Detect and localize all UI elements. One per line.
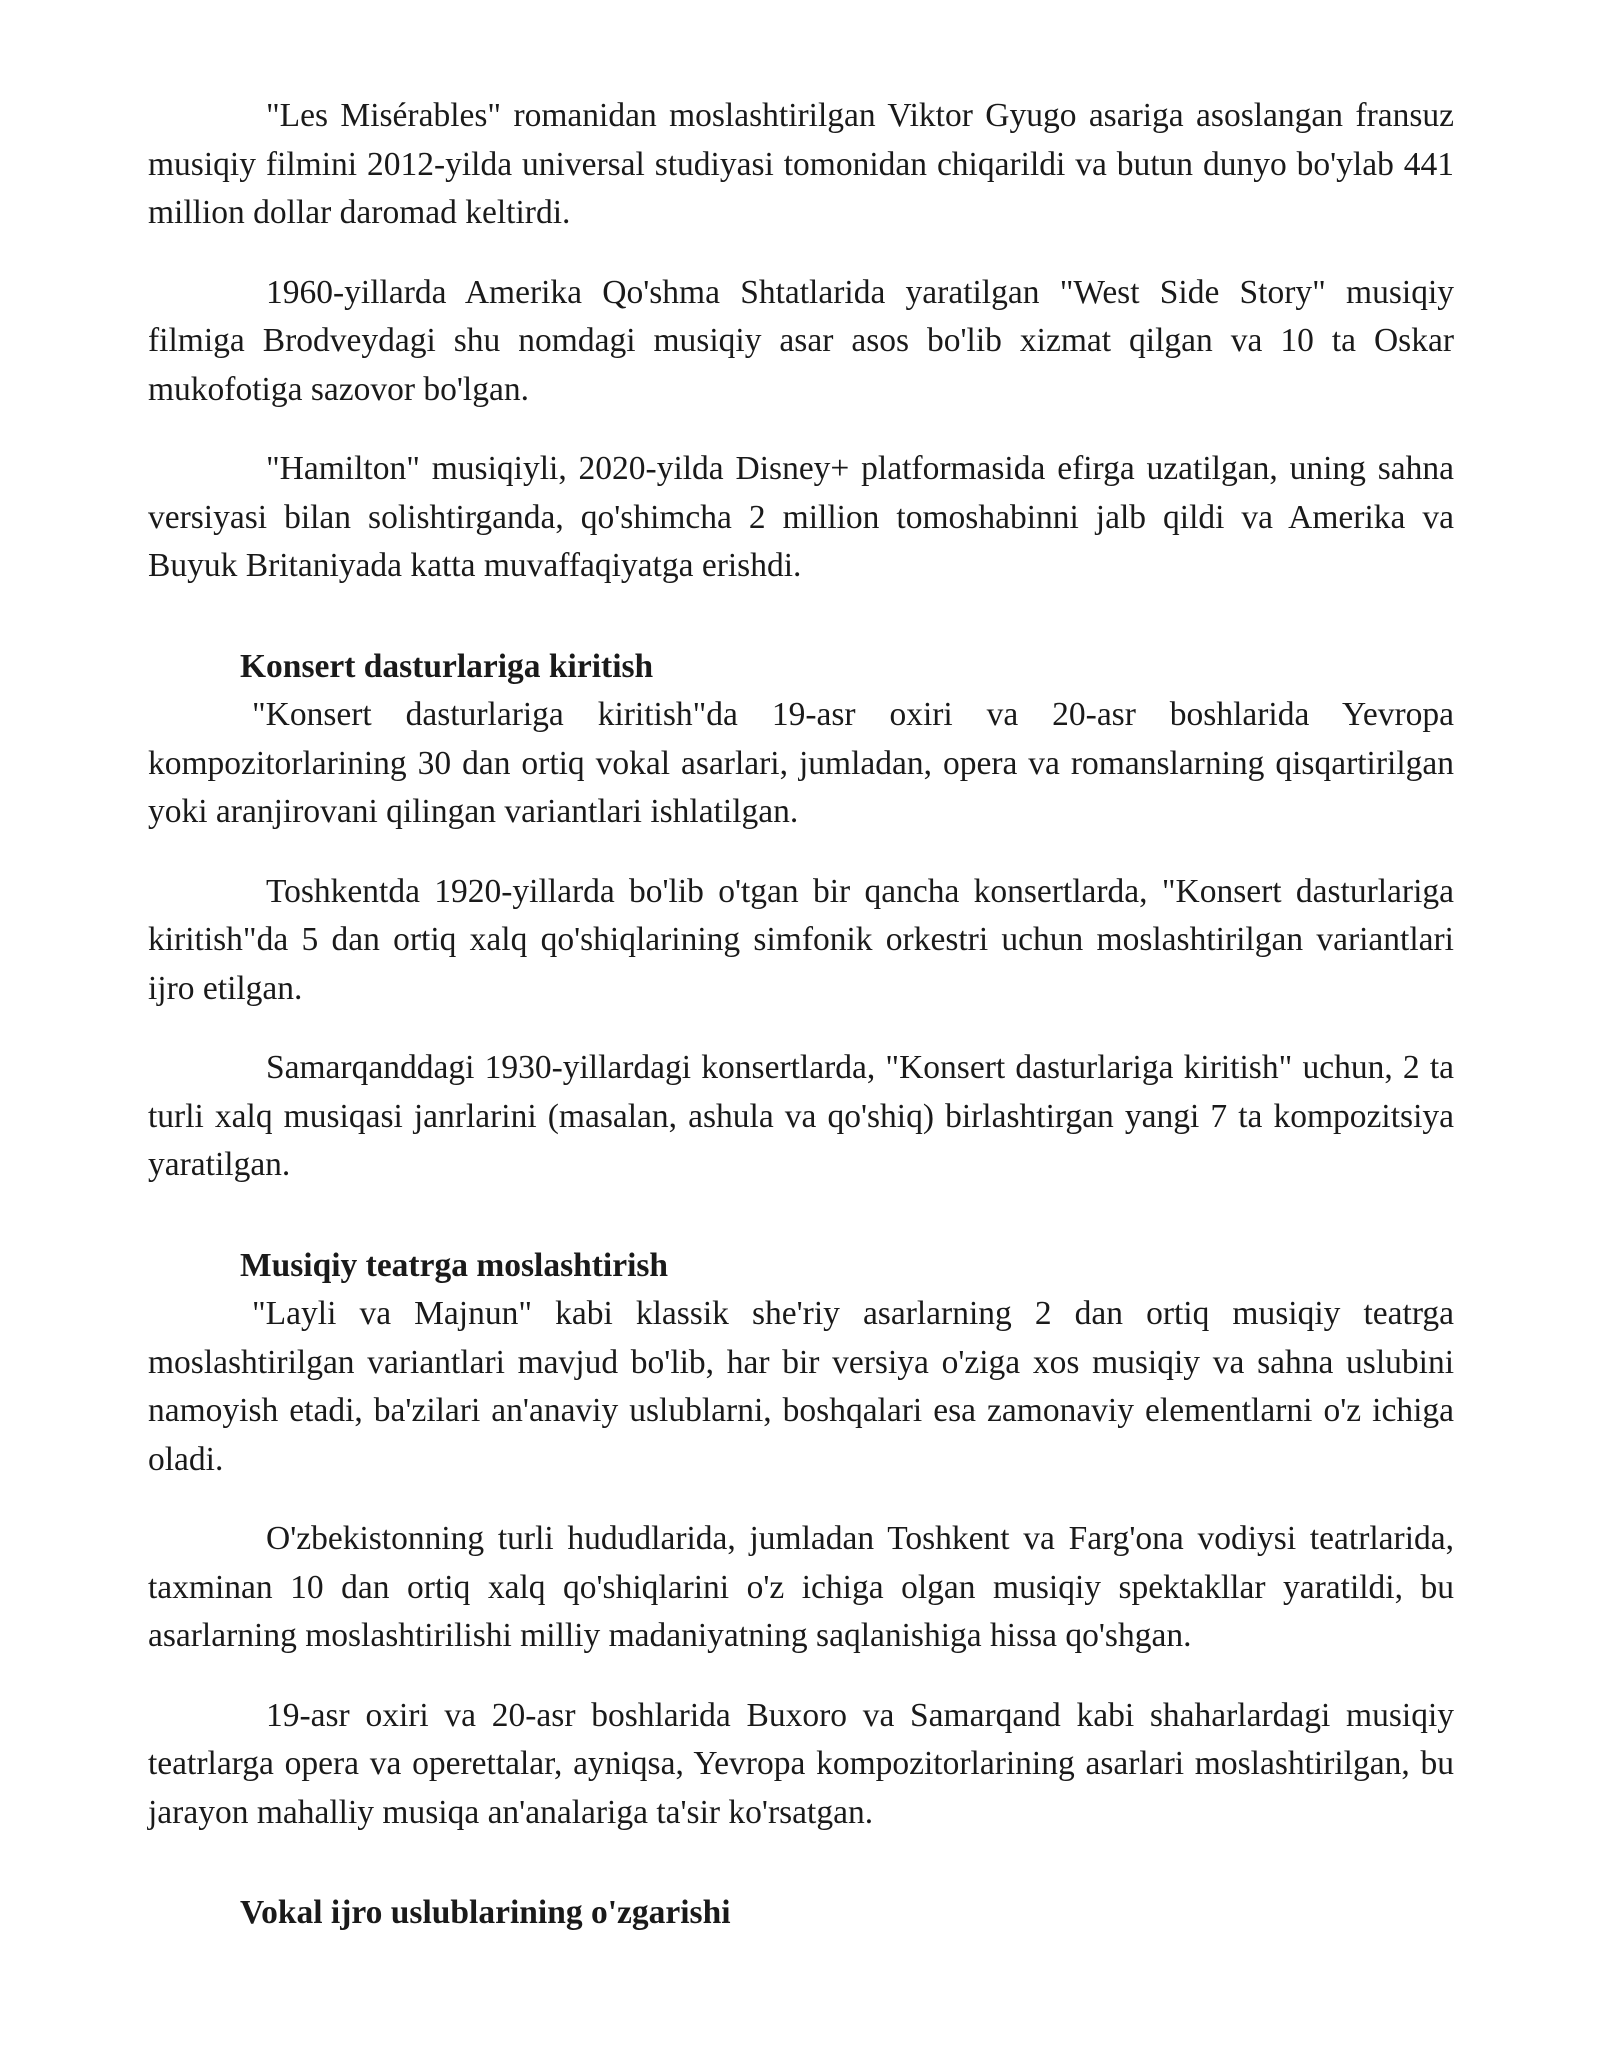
paragraph-west-side-story: 1960-yillarda Amerika Qo'shma Shtatlarida yaratilgan "West Side Story" musiqiy filmiga Brodveydagi shu nomdagi musiqiy asar asos bo'lib xizmat qilgan va 10 ta Oskar mukofotiga sazovor bo'lgan.: [148, 273, 1454, 408]
paragraph-teatr-1: "Layli va Majnun" kabi klassik she'riy asarlarning 2 dan ortiq musiqiy teatrga moslashtirilgan variantlari mavjud bo'lib, har bir versiya o'ziga xos musiqiy va sahna uslubini namoyish etadi, ba'zilari an'anaviy uslublarni, boshqalari esa zamonaviy elementlarni o'z ichiga oladi.: [148, 1295, 1454, 1478]
paragraph-konsert-1: "Konsert dasturlariga kiritish"da 19-asr oxiri va 20-asr boshlarida Yevropa kompozitorlarining 30 dan ortiq vokal asarlari, jumladan, opera va romanslarning qisqartirilgan yoki aranjirovani qilingan variantlari ishlatilgan.: [148, 696, 1454, 830]
paragraph-teatr-2: O'zbekistonning turli hududlarida, jumladan Toshkent va Farg'ona vodiysi teatrlarida, taxminan 10 dan ortiq xalq qo'shiqlarini o'z ichiga olgan musiqiy spektakllar yaratildi, bu asarlarning moslashtirilishi milliy madaniyatning saqlanishiga hissa qo'shgan.: [148, 1520, 1454, 1654]
section-heading-konsert: Konsert dasturlariga kiritish: [240, 647, 654, 685]
section-heading-vokal: Vokal ijro uslublarining o'zgarishi: [240, 1894, 731, 1931]
paragraph-konsert-3: Samarqanddagi 1930-yillardagi konsertlarda, "Konsert dasturlariga kiritish" uchun, 2 ta turli xalq musiqasi janrlarini (masalan, ashula va qo'shiq) birlashtirgan yangi 7 ta kompozitsiya yaratilgan.: [148, 1049, 1454, 1183]
section-heading-teatr: Musiqiy teatrga moslashtirish: [240, 1246, 669, 1284]
paragraph-konsert-2: Toshkentda 1920-yillarda bo'lib o'tgan bir qancha konsertlarda, "Konsert dasturlariga kiritish"da 5 dan ortiq xalq qo'shiqlarining simfonik orkestri uchun moslashtirilgan variantlari ijro etilgan.: [148, 872, 1454, 1007]
document-page: [148, 92, 1454, 1938]
paragraph-les-miserables: "Les Misérables" romanidan moslashtirilgan Viktor Gyugo asariga asoslangan fransuz musiqiy filmini 2012-yilda universal studiyasi tomonidan chiqarildi va butun dunyo bo'ylab 441 million dollar daromad keltirdi.: [148, 97, 1454, 231]
paragraph-teatr-3: 19-asr oxiri va 20-asr boshlarida Buxoro va Samarqand kabi shaharlardagi musiqiy teatrlarga opera va operettalar, ayniqsa, Yevropa kompozitorlarining asarlari moslashtirilgan, bu jarayon mahalliy musiqa an'analariga ta'sir ko'rsatgan.: [148, 1696, 1454, 1831]
paragraph-hamilton: "Hamilton" musiqiyli, 2020-yilda Disney+ platformasida efirga uzatilgan, uning sahna versiyasi bilan solishtirganda, qo'shimcha 2 million tomoshabinni jalb qildi va Amerika va Buyuk Britaniyada katta muvaffaqiyatga erishdi.: [148, 450, 1454, 584]
